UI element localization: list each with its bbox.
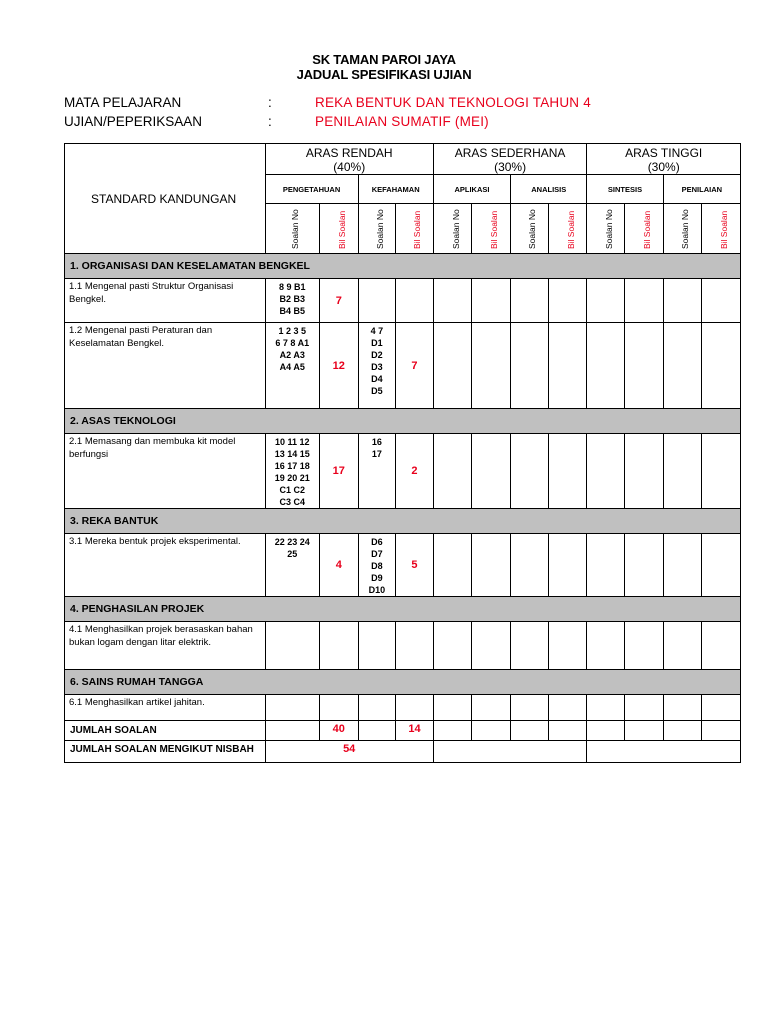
standard-kandungan-header: STANDARD KANDUNGAN <box>65 144 266 254</box>
col-bil-soalan-label: Bil Soalan <box>565 210 576 249</box>
sublevel-aplikasi: APLIKASI <box>433 175 510 204</box>
bil-soalan-cell: 7 <box>396 323 434 409</box>
col-bil-soalan-label: Bil Soalan <box>641 210 652 249</box>
empty-cell <box>587 279 625 323</box>
col-bil-soalan-penilaian <box>702 204 741 254</box>
section-title: 3. REKA BANTUK <box>65 509 741 534</box>
empty-cell <box>433 622 472 670</box>
empty-cell <box>511 279 549 323</box>
soalan-no-line: 17 <box>371 449 382 459</box>
soalan-no-cell <box>358 695 396 721</box>
empty-cell <box>702 695 741 721</box>
meta-label-subject: MATA PELAJARAN <box>64 95 182 110</box>
empty-cell <box>663 279 702 323</box>
empty-cell <box>433 695 472 721</box>
section-title: 4. PENGHASILAN PROJEK <box>65 597 741 622</box>
jumlah-kefahaman: 14 <box>396 721 434 741</box>
soalan-no-line: D1 <box>371 338 383 348</box>
col-soalan-no-aplikasi <box>433 204 472 254</box>
soalan-no-line: A2 A3 <box>279 350 305 360</box>
empty-cell <box>548 622 587 670</box>
soalan-no-line: D8 <box>371 561 383 571</box>
section-title: 2. ASAS TEKNOLOGI <box>65 409 741 434</box>
soalan-no-line: C1 C2 <box>279 485 306 495</box>
empty-cell <box>587 622 625 670</box>
empty-cell <box>587 323 625 409</box>
empty-cell <box>625 695 664 721</box>
jumlah-soalan-label: JUMLAH SOALAN <box>65 721 266 741</box>
table-row <box>65 534 741 597</box>
soalan-no-line: 1 2 3 5 <box>278 326 307 336</box>
level-sederhana-header <box>433 144 587 175</box>
col-soalan-no-sintesis <box>587 204 625 254</box>
empty-cell <box>511 323 549 409</box>
soalan-no-cell <box>358 534 396 597</box>
bil-soalan-cell <box>396 279 434 323</box>
empty-cell <box>587 534 625 597</box>
section-title: 1. ORGANISASI DAN KESELAMATAN BENGKEL <box>65 254 741 279</box>
col-bil-soalan-pengetahuan <box>319 204 358 254</box>
empty-cell <box>511 695 549 721</box>
table-row <box>65 279 741 323</box>
empty-cell <box>548 323 587 409</box>
bil-soalan-cell: 7 <box>319 279 358 323</box>
empty-cell <box>663 434 702 509</box>
soalan-no-line: B4 B5 <box>279 306 306 316</box>
level-rendah-header <box>265 144 433 175</box>
empty-cell <box>472 622 511 670</box>
empty-cell <box>625 279 664 323</box>
specification-table <box>64 143 741 763</box>
empty-cell <box>511 534 549 597</box>
empty-cell <box>663 622 702 670</box>
table-row <box>65 622 741 670</box>
level-sederhana-name: ARAS SEDERHANA <box>454 146 566 160</box>
bil-soalan-cell <box>319 695 358 721</box>
soalan-no-line: 19 20 21 <box>274 473 310 483</box>
level-tinggi-header <box>587 144 741 175</box>
bil-soalan-cell: 17 <box>319 434 358 509</box>
soalan-no-line: 16 17 18 <box>274 461 310 471</box>
empty-cell <box>548 534 587 597</box>
soalan-no-line: 8 9 B1 <box>278 282 306 292</box>
empty-cell <box>625 622 664 670</box>
empty-cell <box>472 279 511 323</box>
col-bil-soalan-analisis <box>548 204 587 254</box>
col-soalan-no-penilaian <box>663 204 702 254</box>
empty-cell <box>433 323 472 409</box>
bil-soalan-cell <box>396 695 434 721</box>
empty-cell <box>663 695 702 721</box>
bil-soalan-cell: 12 <box>319 323 358 409</box>
meta-colon-subject: : <box>268 95 272 110</box>
soalan-no-line: 4 7 <box>370 326 384 336</box>
document-title: JADUAL SPESIFIKASI UJIAN <box>296 67 472 82</box>
table-row <box>65 323 741 409</box>
meta-label-exam: UJIAN/PEPERIKSAAN <box>64 114 203 129</box>
empty-cell <box>587 434 625 509</box>
bil-soalan-cell: 4 <box>319 534 358 597</box>
empty-cell <box>472 434 511 509</box>
empty-cell <box>663 534 702 597</box>
empty-cell <box>548 695 587 721</box>
soalan-no-cell <box>358 434 396 509</box>
bil-soalan-cell: 2 <box>396 434 434 509</box>
soalan-no-cell <box>265 279 319 323</box>
bil-soalan-cell <box>319 622 358 670</box>
col-soalan-no-label: Soalan No <box>680 209 691 249</box>
col-soalan-no-analisis <box>511 204 549 254</box>
col-soalan-no-kefahaman <box>358 204 396 254</box>
soalan-no-line: D3 <box>371 362 383 372</box>
empty-cell <box>511 622 549 670</box>
standard-text: 3.1 Mereka bentuk projek eksperimental. <box>65 534 266 597</box>
soalan-no-line: D7 <box>371 549 383 559</box>
sublevel-kefahaman: KEFAHAMAN <box>358 175 433 204</box>
col-soalan-no-label: Soalan No <box>374 209 385 249</box>
meta-value-subject: REKA BENTUK DAN TEKNOLOGI TAHUN 4 <box>315 95 591 110</box>
col-bil-soalan-kefahaman <box>396 204 434 254</box>
col-bil-soalan-aplikasi <box>472 204 511 254</box>
standard-text: 4.1 Menghasilkan projek berasaskan bahan bukan logam dengan litar elektrik. <box>65 622 266 670</box>
level-tinggi-name: ARAS TINGGI <box>625 146 703 160</box>
bil-soalan-cell <box>396 622 434 670</box>
school-name: SK TAMAN PAROI JAYA <box>312 52 456 67</box>
empty-cell <box>702 434 741 509</box>
col-soalan-no-pengetahuan <box>265 204 319 254</box>
empty-cell <box>702 323 741 409</box>
bil-soalan-cell: 5 <box>396 534 434 597</box>
col-bil-soalan-label: Bil Soalan <box>489 210 500 249</box>
soalan-no-line: D2 <box>371 350 383 360</box>
standard-text: 1.2 Mengenal pasti Peraturan dan Keselamatan Bengkel. <box>65 323 266 409</box>
empty-cell <box>587 695 625 721</box>
soalan-no-line: 6 7 8 A1 <box>275 338 310 348</box>
section-title: 6. SAINS RUMAH TANGGA <box>65 670 741 695</box>
level-rendah-name: ARAS RENDAH <box>305 146 393 160</box>
col-bil-soalan-label: Bil Soalan <box>412 210 423 249</box>
soalan-no-line: D10 <box>368 585 386 595</box>
soalan-no-line: 10 11 12 <box>274 437 310 447</box>
empty-cell <box>472 534 511 597</box>
sublevel-sintesis: SINTESIS <box>587 175 663 204</box>
level-tinggi-pct: (30%) <box>647 160 680 174</box>
level-rendah-pct: (40%) <box>333 160 366 174</box>
empty-cell <box>511 434 549 509</box>
table-row <box>65 434 741 509</box>
col-bil-soalan-sintesis <box>625 204 664 254</box>
empty-cell <box>433 279 472 323</box>
jumlah-pengetahuan: 40 <box>319 721 358 741</box>
level-sederhana-pct: (30%) <box>494 160 527 174</box>
soalan-no-cell <box>265 323 319 409</box>
empty-cell <box>625 534 664 597</box>
empty-cell <box>472 695 511 721</box>
soalan-no-line: B2 B3 <box>279 294 306 304</box>
col-soalan-no-label: Soalan No <box>527 209 538 249</box>
standard-text: 6.1 Menghasilkan artikel jahitan. <box>65 695 266 721</box>
sublevel-analisis: ANALISIS <box>511 175 587 204</box>
col-soalan-no-label: Soalan No <box>290 209 301 249</box>
col-bil-soalan-label: Bil Soalan <box>336 210 347 249</box>
meta-value-exam: PENILAIAN SUMATIF (MEI) <box>315 114 489 129</box>
soalan-no-line: D5 <box>371 386 383 396</box>
empty-cell <box>625 434 664 509</box>
jumlah-nisbah-text: JUMLAH SOALAN MENGIKUT NISBAH <box>70 744 254 755</box>
empty-cell <box>548 434 587 509</box>
soalan-no-line: C3 C4 <box>279 497 306 507</box>
empty-cell <box>702 279 741 323</box>
soalan-no-line: A4 A5 <box>279 362 305 372</box>
empty-cell <box>548 279 587 323</box>
soalan-no-cell <box>358 622 396 670</box>
empty-cell <box>433 434 472 509</box>
soalan-no-line: D6 <box>371 537 383 547</box>
empty-cell <box>702 534 741 597</box>
soalan-no-cell <box>265 434 319 509</box>
jumlah-nisbah-value: 54 <box>265 741 433 763</box>
empty-cell <box>663 323 702 409</box>
meta-colon-exam: : <box>268 114 272 129</box>
soalan-no-cell <box>358 323 396 409</box>
empty-cell <box>433 534 472 597</box>
col-bil-soalan-label: Bil Soalan <box>719 210 730 249</box>
soalan-no-cell <box>358 279 396 323</box>
col-soalan-no-label: Soalan No <box>603 209 614 249</box>
soalan-no-cell <box>265 534 319 597</box>
empty-cell <box>702 622 741 670</box>
standard-text: 1.1 Mengenal pasti Struktur Organisasi Bengkel. <box>65 279 266 323</box>
soalan-no-cell <box>265 622 319 670</box>
soalan-no-line: 22 23 24 <box>274 537 310 547</box>
empty-cell <box>625 323 664 409</box>
sublevel-pengetahuan: PENGETAHUAN <box>265 175 358 204</box>
jumlah-nisbah-label <box>65 741 266 763</box>
soalan-no-line: 16 <box>371 437 382 447</box>
empty-cell <box>472 323 511 409</box>
soalan-no-line: 13 14 15 <box>274 449 310 459</box>
soalan-no-line: D9 <box>371 573 383 583</box>
soalan-no-line: 25 <box>287 549 298 559</box>
sublevel-penilaian: PENILAIAN <box>663 175 740 204</box>
soalan-no-line: D4 <box>371 374 383 384</box>
standard-text: 2.1 Memasang dan membuka kit model berfungsi <box>65 434 266 509</box>
table-row <box>65 695 741 721</box>
soalan-no-cell <box>265 695 319 721</box>
col-soalan-no-label: Soalan No <box>450 209 461 249</box>
